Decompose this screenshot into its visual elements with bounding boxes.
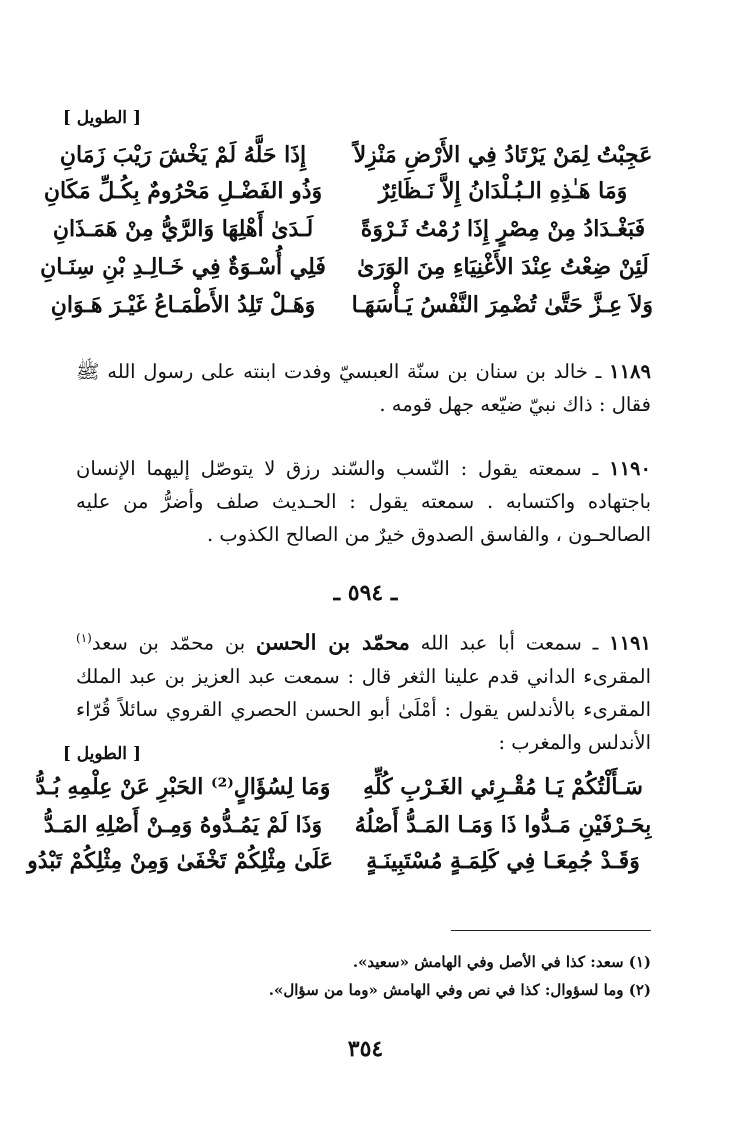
entry-number: ١١٩١ xyxy=(609,631,651,655)
verse-2 xyxy=(33,806,653,844)
verse-second-hemistich: وَمَا لِسُؤَالٍ⁽²⁾ الحَبْرِ عَنْ عِلْمِهِ بُـدُّ xyxy=(35,774,331,800)
entry-text: بن محمّد بن سعد xyxy=(91,631,256,655)
verse-3 xyxy=(33,210,653,248)
entry-text: ـ سمعت أبا عبد الله xyxy=(409,631,610,655)
page-number: ٣٥٤ xyxy=(347,1036,384,1062)
verse-second-hemistich: فَلِي أُسْـوَةٌ فِي خَـالِـدِ بْنِ سِنَـانِ xyxy=(40,254,326,280)
verse-1 xyxy=(33,768,653,806)
verse-first-hemistich: سَـأَلْتُكُمْ يَـا مُقْـرِئي الغَـرْبِ كُلِّهِ xyxy=(363,774,643,800)
footnote-2: (٢) وما لسؤوال: كذا في نص وفي الهامش «وما من سؤال». xyxy=(268,981,651,999)
verse-second-hemistich: عَلَىٰ مِثْلِكُمْ تَخْفَىٰ وَمِنْ مِثْلِكُمْ تَبْدُو xyxy=(27,848,333,874)
meter-label: [ الطويل ] xyxy=(62,108,141,128)
meter-label: [ الطويل ] xyxy=(62,744,141,764)
verse-first-hemistich: وَمَا هَـٰذِهِ الـبُـلْدَانُ إِلاَّ نَـظَائِرٌ xyxy=(378,178,628,204)
section-page-marker: ـ ٥٩٤ ـ xyxy=(333,580,398,606)
verse-second-hemistich: لَـدَىٰ أَهْلِهَا وَالرَّيُّ مِنْ هَمَـذَانِ xyxy=(52,216,314,242)
verse-3 xyxy=(27,842,653,880)
verse-first-hemistich: فَبَغْـدَادُ مِنْ مِصْرٍ إِذَا رُمْتُ ثَـرْوَةً xyxy=(360,216,646,242)
entry-text: ـ سمعته يقول : النّسب والسّند رزق لا يتوصّل إليهما الإنسان باجتهاده واكتسابه . سمعته يقول : الحـديث صلف وأضرُّ من عليه الصالحـون ، والفاسق الصدوق خيرٌ من الصالح الكذوب . xyxy=(76,457,651,546)
verse-second-hemistich: إِذَا حَلَّهُ لَمْ يَخْشَ رَيْبَ زَمَانِ xyxy=(59,142,307,168)
entry-1189 xyxy=(76,355,651,421)
verse-first-hemistich: لَئِنْ ضِعْتُ عِنْدَ الأَغْنِيَاءِ مِنَ الوَرَىٰ xyxy=(357,254,649,280)
verse-first-hemistich: وَلاَ عِـزَّ حَتَّىٰ تُضْمِرَ النَّفْسُ يَـأْسَهَـا xyxy=(351,292,653,318)
verse-1 xyxy=(33,136,653,174)
verse-second-hemistich: وَهَـلْ تَلِدُ الأَطْمَـاعُ غَيْـرَ هَـوَانِ xyxy=(50,292,316,318)
narrator-name: محمّد بن الحسن xyxy=(255,629,410,655)
entry-text: المقرىء الداني قدم علينا الثغر قال : سمعت عبد العزيز بن عبد الملك المقرىء بالأندلس يقول : أمْلَىٰ أبو الحسن الحصري القروي سائلاً قُرّاء الأندلس والمغرب : xyxy=(76,664,651,754)
verse-first-hemistich: عَجِبْتُ لِمَنْ يَرْتَادُ فِي الأَرْضِ مَنْزِلاً xyxy=(353,142,653,168)
verse-2 xyxy=(33,172,653,210)
entry-number: ١١٨٩ xyxy=(609,360,651,383)
footnote-1: (١) سعد: كذا في الأصل وفي الهامش «سعيد». xyxy=(352,953,651,971)
entry-number: ١١٩٠ xyxy=(609,457,651,480)
verse-first-hemistich: بِحَـرْفَيْنِ مَـدُّوا ذَا وَمَـا المَـدُّ أَصْلُهُ xyxy=(354,812,652,838)
verse-5 xyxy=(33,286,653,324)
verse-first-hemistich: وَقَـدْ جُمِعَـا فِي كَلِمَـةٍ مُسْتَبِينَـةٍ xyxy=(366,848,640,874)
verse-second-hemistich: وَذَا لَمْ يَمُـدُّوهُ وَمِـنْ أَصْلِهِ المَـدُّ xyxy=(43,812,323,838)
entry-1190 xyxy=(76,452,651,551)
entry-text: ـ خالد بن سنان بن سنّة العبسيّ وفدت ابنته على رسول الله ﷺ فقال : ذاك نبيّ ضيّعه جهل قومه . xyxy=(76,360,651,416)
footnote-separator xyxy=(451,930,651,931)
footnote-marker: (١) xyxy=(76,631,92,645)
entry-1191 xyxy=(76,622,651,759)
verse-4 xyxy=(33,248,653,286)
verse-second-hemistich: وَذُو الفَضْـلِ مَحْرُومٌ بِكُـلِّ مَكَانِ xyxy=(43,178,323,204)
